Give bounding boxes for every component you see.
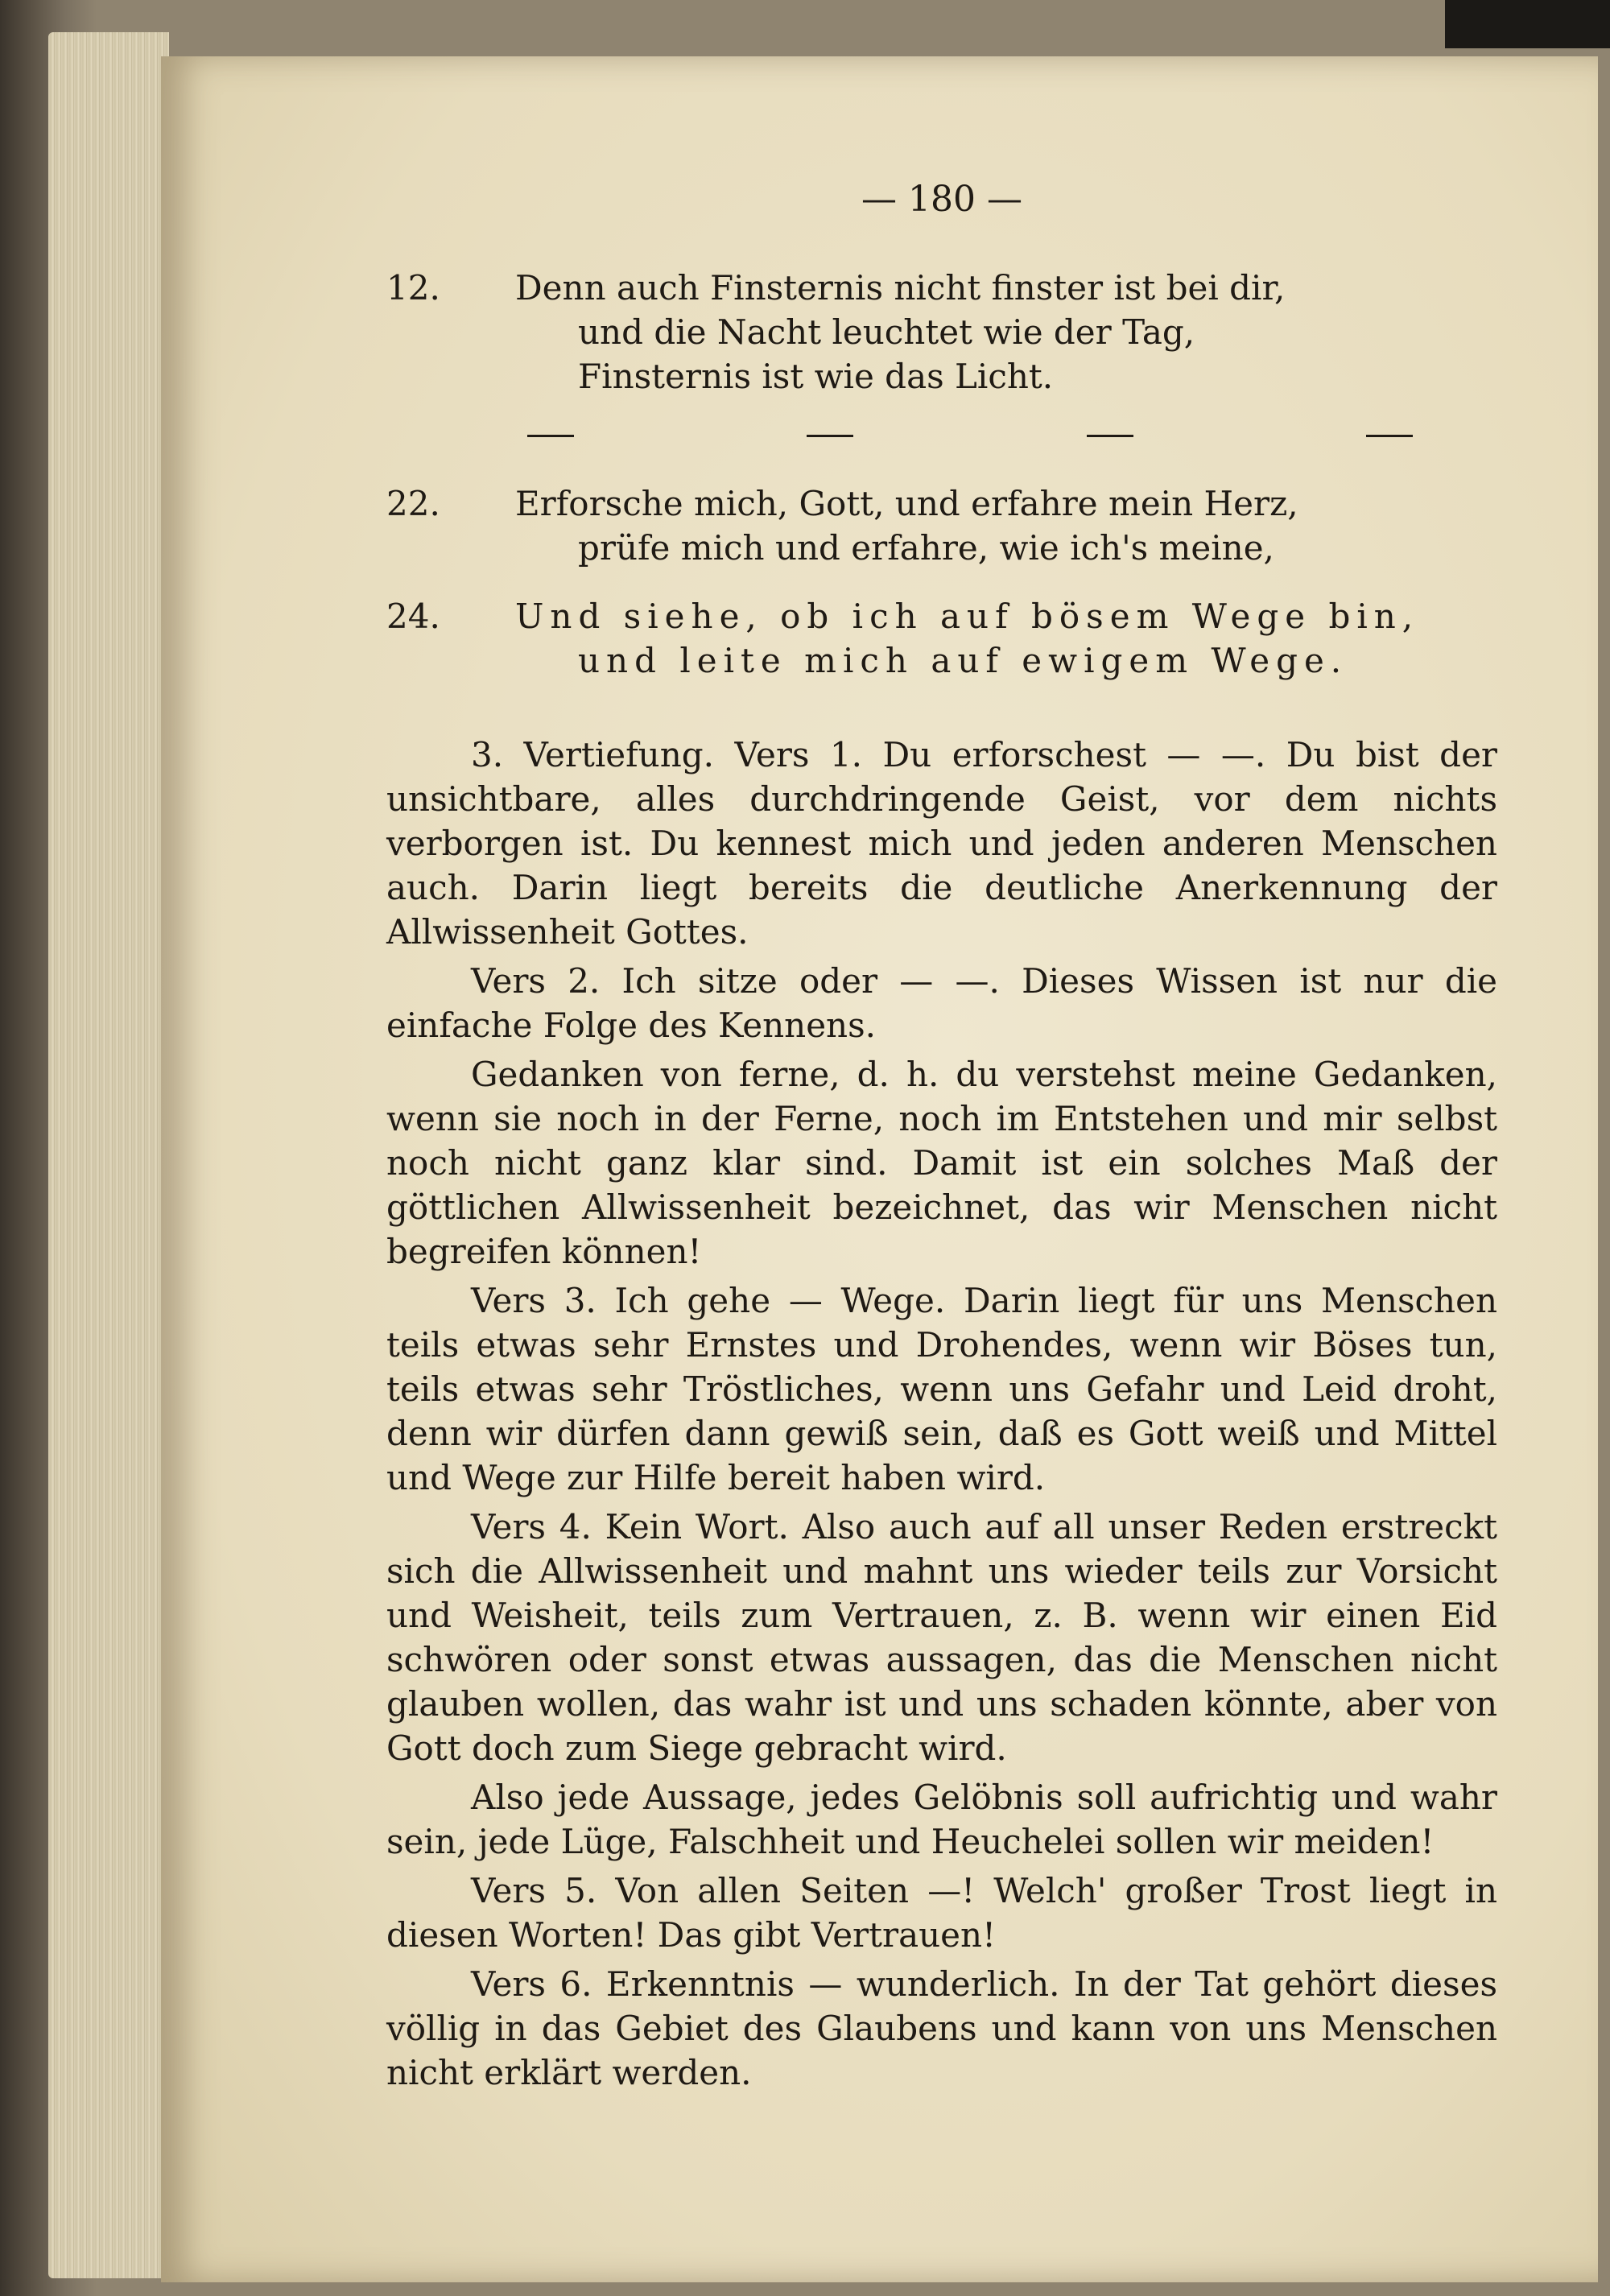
verse-line: und leite mich auf ewigem Wege. [578,641,1348,680]
paragraph: Vers 6. Erkenntnis — wunderlich. In der Tat gehört dieses völlig in das Gebiet des Glaubens und kann von uns Menschen nicht erklärt werden. [386,1964,1497,2092]
paragraph: Vers 5. Von allen Seiten —! Welch' großer Trost liegt in diesen Worten! Das gibt Vertrauen! [386,1871,1497,1955]
paragraph: Vers 2. Ich sitze oder — —. Dieses Wissen ist nur die einfache Folge des Kennens. [386,961,1497,1045]
verse-line: prüfe mich und erfahre, wie ich's meine, [578,528,1274,568]
verse-number: 12. [386,268,440,308]
verse-12 [386,266,1497,398]
paragraph: Vers 3. Ich gehe — Wege. Darin liegt für uns Menschen teils etwas sehr Ernstes und Drohendes, wenn wir Böses tun, teils etwas sehr Tröstliches, wenn uns Gefahr und Leid droht, denn wir dürfen dann gewiß sein, daß es Gott weiß und Mittel und Wege zur Hilfe bereit haben wird. [386,1281,1497,1497]
dash [1366,435,1413,437]
background-corner [1445,0,1610,48]
dash [1087,435,1133,437]
page-number: — 180 — [861,179,1022,220]
paragraph: Also jede Aussage, jedes Gelöbnis soll aufrichtig und wahr sein, jede Lüge, Falschheit und Heuchelei sollen wir meiden! [386,1778,1497,1861]
verse-line: Finsternis ist wie das Licht. [578,357,1054,396]
verse-22 [386,481,1497,570]
verse-line: Und siehe, ob ich auf bösem Wege bin, [515,597,1420,636]
paragraph: Gedanken von ferne, d. h. du verstehst meine Gedanken, wenn sie noch in der Ferne, noch im Entstehen und mir selbst noch nicht ganz klar sind. Damit ist ein solches Maß der göttlichen Allwissenheit bezeichnet, das wir Menschen nicht begreifen können! [386,1055,1497,1271]
verse-number: 24. [386,597,440,636]
paragraph: 3. Vertiefung. Vers 1. Du erforschest — —. Du bist der unsichtbare, alles durchdringende Geist, vor dem nichts verborgen ist. Du kennest mich und jeden anderen Menschen auch. Darin liegt bereits die deutliche Anerkennung der Allwissenheit Gottes. [386,735,1497,952]
verse-line: Denn auch Finsternis nicht finster ist bei dir, [515,268,1286,308]
omission-dashes [527,435,1413,437]
dash [527,435,574,437]
verse-line: Erforsche mich, Gott, und erfahre mein Herz, [515,484,1298,523]
verse-number: 22. [386,484,440,523]
dash [807,435,853,437]
verse-24 [386,594,1497,683]
verse-line: und die Nacht leuchtet wie der Tag, [578,312,1195,352]
page-edges [48,32,169,2278]
paragraph: Vers 4. Kein Wort. Also auch auf all unser Reden erstreckt sich die Allwissenheit und mahnt uns wieder teils zur Vorsicht und Weisheit, teils zum Vertrauen, z. B. wenn wir einen Eid schwören oder sonst etwas aussagen, das die Menschen nicht glauben wollen, das wahr ist und uns schaden könnte, aber von Gott doch zum Siege gebracht wird. [386,1507,1497,1768]
commentary [386,733,1497,2095]
